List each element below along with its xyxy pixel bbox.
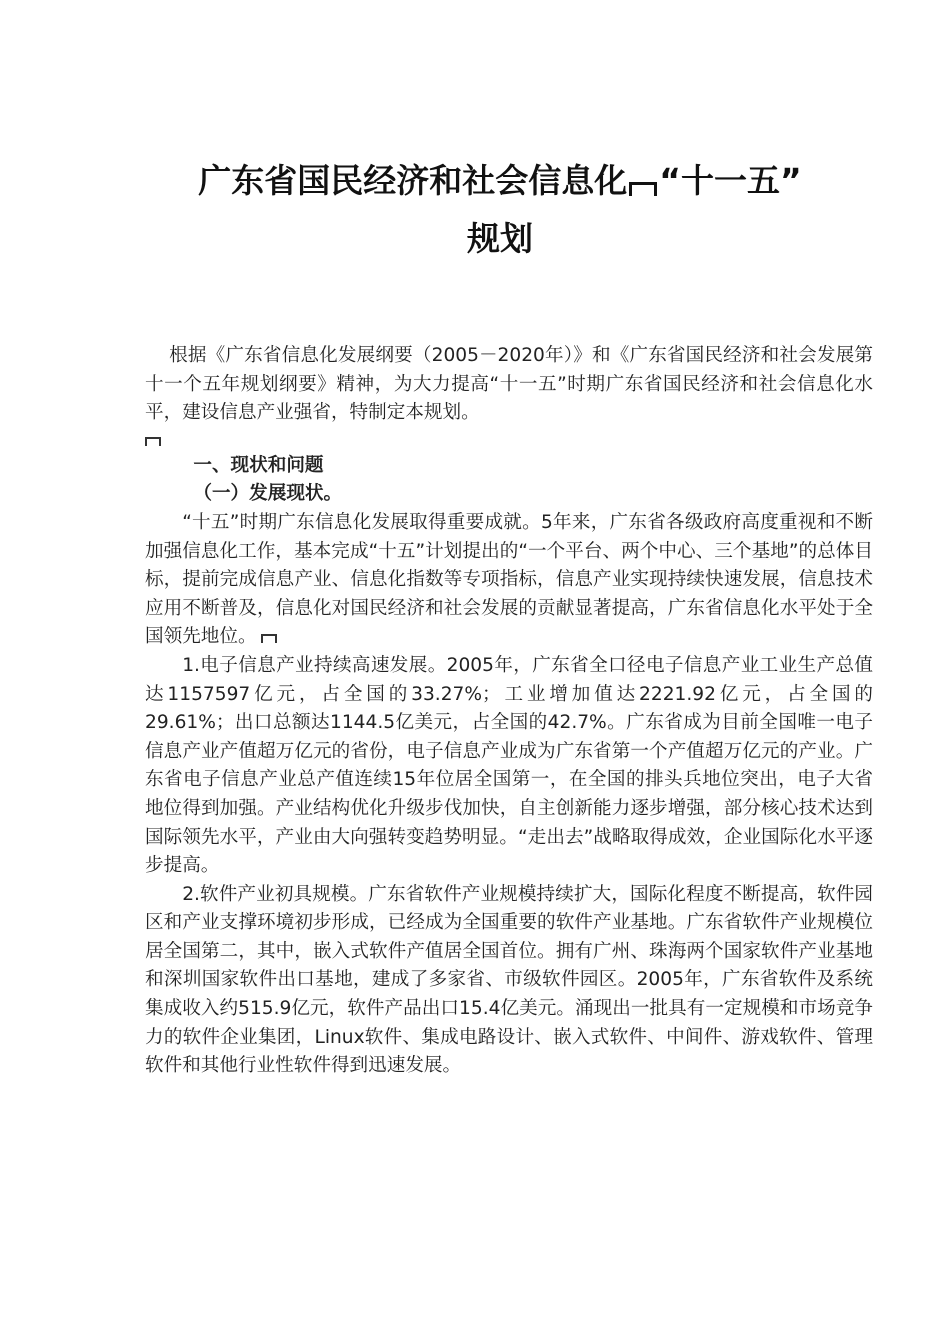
title-line-1-tail: “十一五” (659, 161, 802, 200)
section-heading: 一、现状和问题 (193, 454, 324, 476)
intro-paragraph: 根据《广东省信息化发展纲要（2005－2020年）》和《广东省国民经济和社会发展第十一个五年规划纲要》精神，为大力提高“十一五”时期广东省国民经济和社会信息化水平，建设信息产业强省，特制定本规划。 (145, 345, 873, 424)
body-paragraph-1 (145, 509, 873, 652)
paragraph-mark-line (145, 428, 873, 452)
body-paragraph-1-text: “十五”时期广东信息化发展取得重要成就。5年来，广东省各级政府高度重视和不断加强信息化工作，基本完成“十五”计划提出的“一个平台、两个中心、三个基地”的总体目标，提前完成信息产业、信息化指数等专项指标，信息产业实现持续快速发展，信息技术应用不断普及，信息化对国民经济和社会发展的贡献显著提高，广东省信息化水平处于全国领先地位。 (145, 511, 873, 648)
body-paragraph-2: 1.电子信息产业持续高速发展。2005年，广东省全口径电子信息产业工业生产总值达1157597亿元，占全国的33.27%；工业增加值达2221.92亿元，占全国的29.61%；出口总额达1144.5亿美元，占全国的42.7%。广东省成为目前全国唯一电子信息产业产值超万亿元的省份，电子信息产业成为广东省第一个产值超万亿元的产业。广东省电子信息产业总产值连续15年位居全国第一，在全国的排头兵地位突出，电子大省地位得到加强。产业结构优化升级步伐加快，自主创新能力逐步增强，部分核心技术达到国际领先水平，产业由大向强转变趋势明显。“走出去”战略取得成效，企业国际化水平逐步提高。 (145, 654, 873, 877)
title-line-1-text: 广东省国民经济和社会信息化 (198, 161, 628, 200)
body-paragraph-3: 2.软件产业初具规模。广东省软件产业规模持续扩大，国际化程度不断提高，软件园区和产业支撑环境初步形成，已经成为全国重要的软件产业基地。广东省软件产业规模位居全国第二，其中，嵌入式软件产值居全国首位。拥有广州、珠海两个国家软件产业基地和深圳国家软件出口基地，建成了多家省、市级软件园区。2005年，广东省软件及系统集成收入约515.9亿元，软件产品出口15.4亿美元。涌现出一批具有一定规模和市场竞争力的软件企业集团，Linux软件、集成电路设计、嵌入式软件、中间件、游戏软件、管理软件和其他行业性软件得到迅速发展。 (145, 883, 873, 1077)
paragraph-mark-icon (629, 182, 657, 196)
paragraph-mark-icon (145, 437, 161, 446)
document-title (140, 152, 860, 268)
paragraph-mark-icon (261, 634, 277, 643)
title-line-1 (140, 152, 860, 210)
title-line-2: 规划 (467, 219, 533, 258)
document-body (145, 342, 873, 1081)
subsection-heading: （一）发展现状。 (193, 483, 343, 505)
